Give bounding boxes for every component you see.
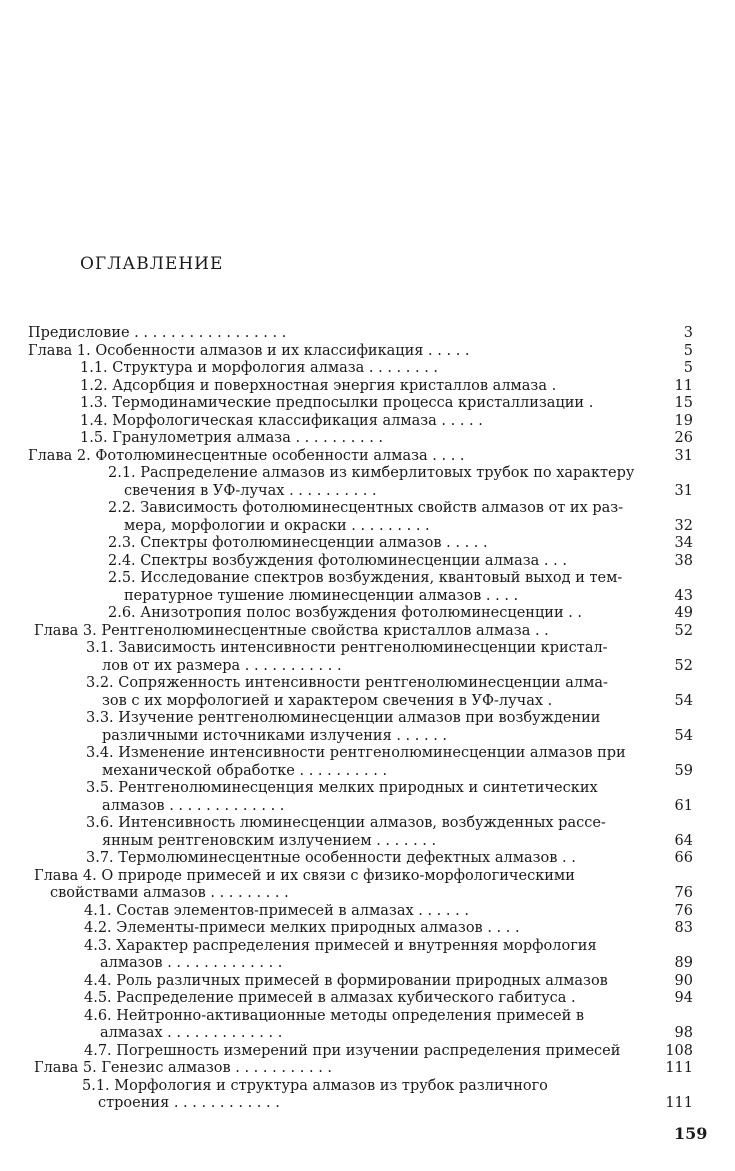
- toc-entry-page: 76: [674, 885, 693, 901]
- toc-entry-text: Предисловие . . . . . . . . . . . . . . . . .: [28, 325, 287, 341]
- toc-entry-text: 3.5. Рентгенолюминесценция мелких природных и синтетических: [86, 780, 598, 796]
- toc-entry-page: 52: [674, 622, 693, 639]
- toc-entry-text: 4.6. Нейтронно-активационные методы определения примесей в: [84, 1007, 585, 1024]
- toc-entry-text: 2.6. Анизотропия полос возбуждения фотолюминесценции . .: [108, 605, 583, 621]
- toc-chapter-entry: [28, 623, 698, 641]
- toc-entry-page: 59: [674, 762, 693, 779]
- toc-entry: [28, 395, 698, 413]
- toc-entry-continuation: алмазов . . . . . . . . . . . . .: [100, 955, 283, 971]
- toc-entry-continuation: мера, морфологии и окраски . . . . . . . . .: [124, 517, 430, 534]
- toc-entry-page: 111: [665, 1095, 693, 1111]
- toc-entry-page: 5: [683, 342, 693, 359]
- toc-entry-page: 15: [674, 395, 693, 411]
- toc-entry-text: 2.4. Спектры возбуждения фотолюминесценции алмаза . . .: [108, 552, 567, 569]
- toc-entry-page: 64: [674, 832, 693, 849]
- page-number: 159: [674, 1124, 708, 1143]
- toc-entry: [28, 850, 698, 868]
- toc-title: ОГЛАВЛЕНИЕ: [80, 254, 224, 274]
- toc-entry: [28, 990, 698, 1008]
- toc-entry: [28, 675, 698, 710]
- toc-entry-text: 4.5. Распределение примесей в алмазах кубического габитуса .: [84, 990, 576, 1006]
- toc-entry-continuation: свойствами алмазов . . . . . . . . .: [50, 885, 289, 901]
- toc-entry: [28, 780, 698, 815]
- toc-entry-continuation: алмазов . . . . . . . . . . . . .: [102, 797, 285, 814]
- toc-entry-page: 31: [674, 482, 693, 499]
- toc-entry-page: 66: [674, 850, 693, 866]
- toc-entry: [28, 465, 698, 500]
- table-of-contents: [28, 325, 698, 1113]
- toc-entry-page: 19: [674, 412, 693, 429]
- toc-chapter-entry: [28, 868, 698, 903]
- toc-entry-text: Глава 2. Фотолюминесцентные особенности алмаза . . . .: [28, 447, 465, 464]
- toc-entry: [28, 745, 698, 780]
- toc-entry-text: 3.3. Изучение рентгенолюминесценции алмазов при возбуждении: [86, 710, 601, 726]
- toc-entry-page: 83: [674, 920, 693, 936]
- toc-entry: [28, 378, 698, 396]
- toc-entry-continuation: механической обработке . . . . . . . . . .: [102, 762, 388, 779]
- toc-entry-text: 4.3. Характер распределения примесей и внутренняя морфология: [84, 937, 597, 954]
- toc-entry: [28, 973, 698, 991]
- toc-entry-text: 2.3. Спектры фотолюминесценции алмазов . . . . .: [108, 535, 488, 551]
- toc-entry-page: 61: [674, 797, 693, 814]
- toc-entry-text: 1.2. Адсорбция и поверхностная энергия кристаллов алмаза .: [80, 377, 557, 394]
- toc-entry-page: 90: [674, 972, 693, 989]
- toc-chapter-entry: [28, 343, 698, 361]
- toc-entry-page: 5: [683, 360, 693, 376]
- toc-entry-page: 26: [674, 430, 693, 446]
- toc-entry-continuation: зов с их морфологией и характером свечения в УФ-лучах .: [102, 692, 553, 709]
- toc-entry: [28, 553, 698, 571]
- toc-entry-text: 4.4. Роль различных примесей в формировании природных алмазов: [84, 972, 608, 989]
- toc-entry-page: 54: [674, 727, 693, 744]
- toc-entry-text: 3.2. Сопряженность интенсивности рентгенолюминесценции алма-: [86, 675, 608, 691]
- toc-entry-page: 31: [674, 447, 693, 464]
- toc-entry-continuation: свечения в УФ-лучах . . . . . . . . . .: [124, 482, 377, 499]
- toc-entry-continuation: пературное тушение люминесценции алмазов . . . .: [124, 587, 519, 604]
- toc-entry-continuation: алмазах . . . . . . . . . . . . .: [100, 1025, 283, 1041]
- toc-entry-page: 11: [674, 377, 693, 394]
- toc-chapter-entry: [28, 1060, 698, 1078]
- toc-chapter-entry: [28, 448, 698, 466]
- toc-entry-text: Глава 1. Особенности алмазов и их классификация . . . . .: [28, 342, 470, 359]
- toc-entry: [28, 360, 698, 378]
- toc-entry-text: 4.1. Состав элементов-примесей в алмазах . . . . . .: [84, 902, 469, 919]
- toc-entry-page: 94: [674, 990, 693, 1006]
- toc-entry: [28, 710, 698, 745]
- toc-entry-text: 5.1. Морфология и структура алмазов из трубок различного: [82, 1077, 548, 1094]
- toc-entry-text: 1.4. Морфологическая классификация алмаза . . . . .: [80, 412, 483, 429]
- toc-entry: [28, 815, 698, 850]
- toc-entry-text: 3.7. Термолюминесцентные особенности дефектных алмазов . .: [86, 850, 576, 866]
- toc-entry-page: 49: [674, 605, 693, 621]
- toc-entry-page: 52: [674, 657, 693, 674]
- toc-entry-continuation: различными источниками излучения . . . . . .: [102, 727, 448, 744]
- toc-entry: [28, 535, 698, 553]
- toc-entry-continuation: строения . . . . . . . . . . . .: [98, 1095, 280, 1111]
- toc-entry: [28, 1008, 698, 1043]
- toc-entry-text: 1.3. Термодинамические предпосылки процесса кристаллизации .: [80, 395, 594, 411]
- toc-entry-text: 2.5. Исследование спектров возбуждения, квантовый выход и тем-: [108, 570, 623, 586]
- toc-entry: [28, 500, 698, 535]
- toc-entry-page: 111: [665, 1060, 693, 1076]
- toc-entry-page: 32: [674, 517, 693, 534]
- toc-entry: [28, 1078, 698, 1113]
- toc-entry-text: 3.4. Изменение интенсивности рентгенолюминесценции алмазов при: [86, 745, 626, 761]
- toc-entry-page: 38: [674, 552, 693, 569]
- toc-entry-page: 54: [674, 692, 693, 709]
- toc-entry-page: 43: [674, 587, 693, 604]
- toc-entry: [28, 938, 698, 973]
- toc-entry-page: 98: [674, 1025, 693, 1041]
- toc-entry: [28, 325, 698, 343]
- toc-entry: [28, 640, 698, 675]
- toc-entry-text: 4.7. Погрешность измерений при изучении распределения примесей: [84, 1042, 621, 1059]
- toc-entry-text: Глава 3. Рентгенолюминесцентные свойства кристаллов алмаза . .: [34, 622, 549, 639]
- toc-entry: [28, 903, 698, 921]
- toc-entry-page: 3: [683, 325, 693, 341]
- toc-entry-page: 89: [674, 955, 693, 971]
- toc-entry-page: 34: [674, 535, 693, 551]
- toc-entry: [28, 413, 698, 431]
- toc-entry: [28, 430, 698, 448]
- toc-entry-text: 4.2. Элементы-примеси мелких природных алмазов . . . .: [84, 920, 520, 936]
- toc-entry-text: Глава 5. Генезис алмазов . . . . . . . . . . .: [34, 1060, 333, 1076]
- toc-entry-continuation: янным рентгеновским излучением . . . . . . .: [102, 832, 437, 849]
- toc-entry-text: 3.6. Интенсивность люминесценции алмазов, возбужденных рассе-: [86, 815, 606, 831]
- toc-entry-text: Глава 4. О природе примесей и их связи с физико-морфологическими: [34, 867, 575, 884]
- toc-entry-page: 108: [665, 1042, 693, 1059]
- toc-entry-text: 1.1. Структура и морфология алмаза . . . . . . . .: [80, 360, 439, 376]
- toc-entry-text: 3.1. Зависимость интенсивности рентгенолюминесценции кристал-: [86, 640, 608, 656]
- toc-entry: [28, 605, 698, 623]
- toc-entry-text: 1.5. Гранулометрия алмаза . . . . . . . . . .: [80, 430, 384, 446]
- toc-entry: [28, 1043, 698, 1061]
- toc-entry: [28, 920, 698, 938]
- toc-entry-page: 76: [674, 902, 693, 919]
- toc-entry-text: 2.1. Распределение алмазов из кимберлитовых трубок по характеру: [108, 465, 635, 481]
- toc-entry: [28, 570, 698, 605]
- toc-entry-text: 2.2. Зависимость фотолюминесцентных свойств алмазов от их раз-: [108, 500, 624, 516]
- toc-entry-continuation: лов от их размера . . . . . . . . . . .: [102, 657, 342, 674]
